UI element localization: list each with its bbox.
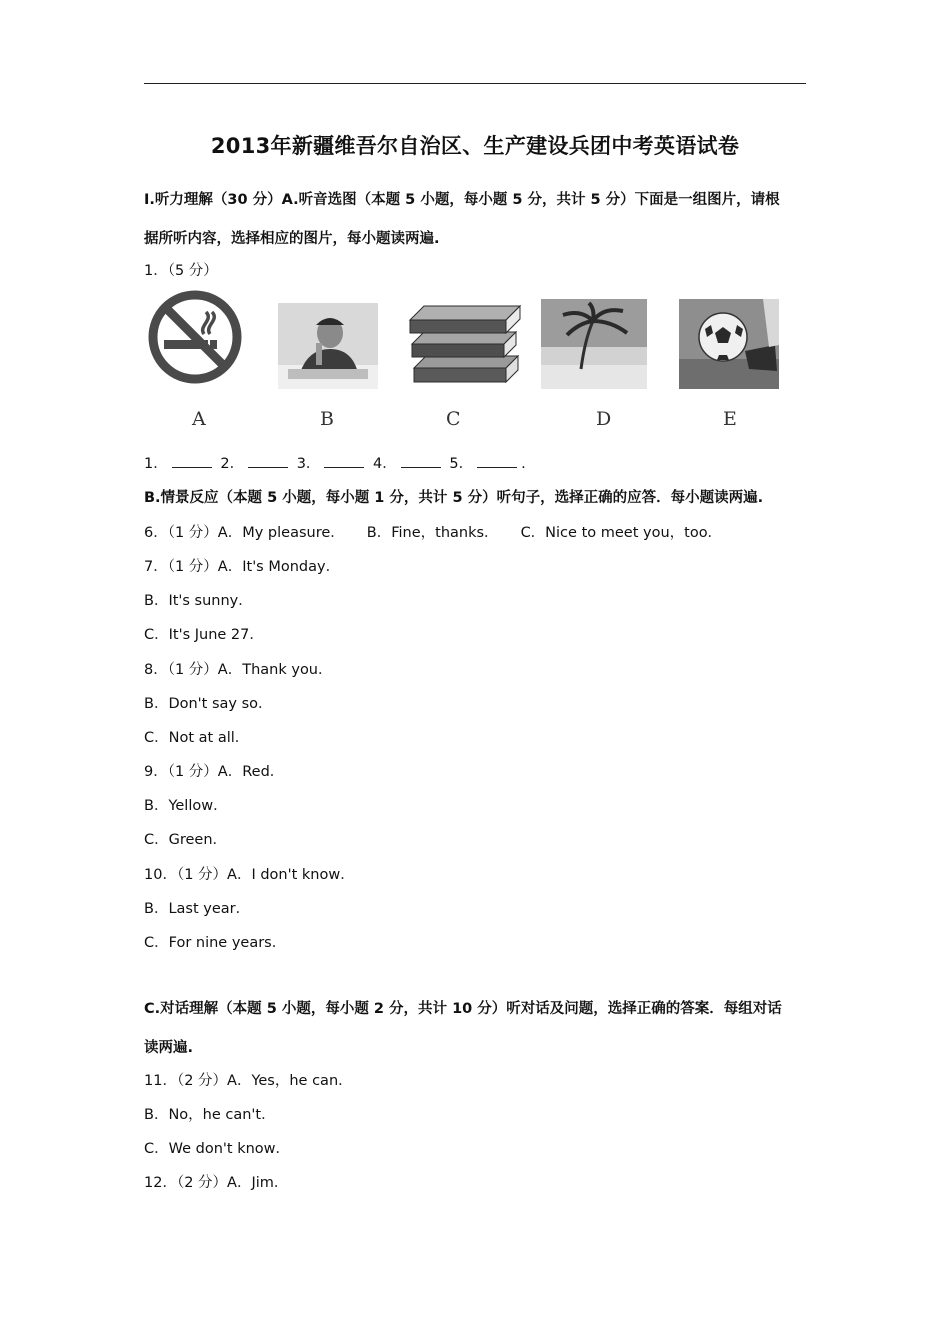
blank-2[interactable] [248, 455, 288, 468]
blank-label-5: 5． [449, 456, 474, 472]
blank-5[interactable] [477, 455, 517, 468]
q8-option-c: C．Not at all． [144, 730, 250, 746]
q11-option-a: 11．（2 分）A．Yes，he can． [144, 1073, 353, 1089]
section-c-instructions-line1: C.对话理解（本题 5 小题，每小题 2 分，共计 10 分）听对话及问题，选择正确的答案．每组对话 [144, 1001, 782, 1017]
picture-row [140, 290, 800, 440]
section-1-instructions-line1: Ⅰ.听力理解（30 分）A.听音选图（本题 5 小题，每小题 5 分，共计 5 分）下面是一组图片，请根 [144, 192, 780, 208]
q8-option-b: B．Don't say so． [144, 696, 273, 712]
blank-label-2: 2． [220, 456, 245, 472]
book-stack-photo [408, 298, 524, 390]
blank-label-3: 3． [296, 456, 321, 472]
answer-blanks-row [144, 452, 526, 473]
blank-3[interactable] [324, 455, 364, 468]
thinking-student-photo [278, 303, 378, 389]
blanks-end: . [521, 456, 526, 472]
blank-4[interactable] [401, 455, 441, 468]
no-smoking-icon [144, 290, 246, 384]
q9-option-a: 9．（1 分）A．Red． [144, 764, 285, 780]
q10-option-b: B．Last year． [144, 901, 251, 917]
blank-label-1: 1． [144, 456, 168, 472]
picture-d-letter: D [596, 408, 612, 430]
q6-option-b: B．Fine，thanks． [366, 525, 499, 541]
section-1-instructions-line2: 据所听内容，选择相应的图片，每小题读两遍. [144, 231, 440, 247]
header-rule [144, 83, 806, 84]
q7-option-b: B．It's sunny． [144, 593, 253, 609]
blank-label-4: 4． [373, 456, 397, 472]
picture-b [278, 303, 378, 389]
picture-a [144, 290, 246, 384]
picture-d [541, 299, 647, 389]
q8-option-a: 8．（1 分）A．Thank you． [144, 662, 333, 678]
picture-c [408, 298, 524, 390]
q11-option-c: C．We don't know． [144, 1141, 291, 1157]
soccer-ball-photo [679, 299, 779, 389]
picture-e-letter: E [723, 408, 737, 430]
question-1-label: 1．（5 分） [144, 263, 218, 279]
picture-a-letter: A [192, 408, 206, 430]
blank-1[interactable] [172, 455, 212, 468]
question-6 [144, 521, 722, 542]
q6-option-c: C．Nice to meet you，too． [520, 525, 723, 541]
q12-option-a: 12．（2 分）A．Jim． [144, 1175, 289, 1191]
picture-b-letter: B [320, 408, 334, 430]
section-b-instructions: B.情景反应（本题 5 小题，每小题 1 分，共计 5 分）听句子，选择正确的应答．每小题读两遍. [144, 490, 764, 506]
q11-option-b: B．No，he can't． [144, 1107, 276, 1123]
picture-e [679, 299, 779, 389]
q7-option-a: 7．（1 分）A．It's Monday． [144, 559, 341, 575]
q7-option-c: C．It's June 27． [144, 627, 264, 643]
q9-option-c: C．Green． [144, 832, 228, 848]
page-title: 2013年新疆维吾尔自治区、生产建设兵团中考英语试卷 [210, 134, 740, 158]
picture-c-letter: C [446, 408, 461, 430]
q6-option-a: 6．（1 分）A．My pleasure． [144, 525, 345, 541]
palm-beach-photo [541, 299, 647, 389]
q10-option-c: C．For nine years． [144, 935, 287, 951]
q9-option-b: B．Yellow． [144, 798, 228, 814]
section-c-instructions-line2: 读两遍. [144, 1040, 194, 1056]
q10-option-a: 10．（1 分）A．I don't know． [144, 867, 355, 883]
